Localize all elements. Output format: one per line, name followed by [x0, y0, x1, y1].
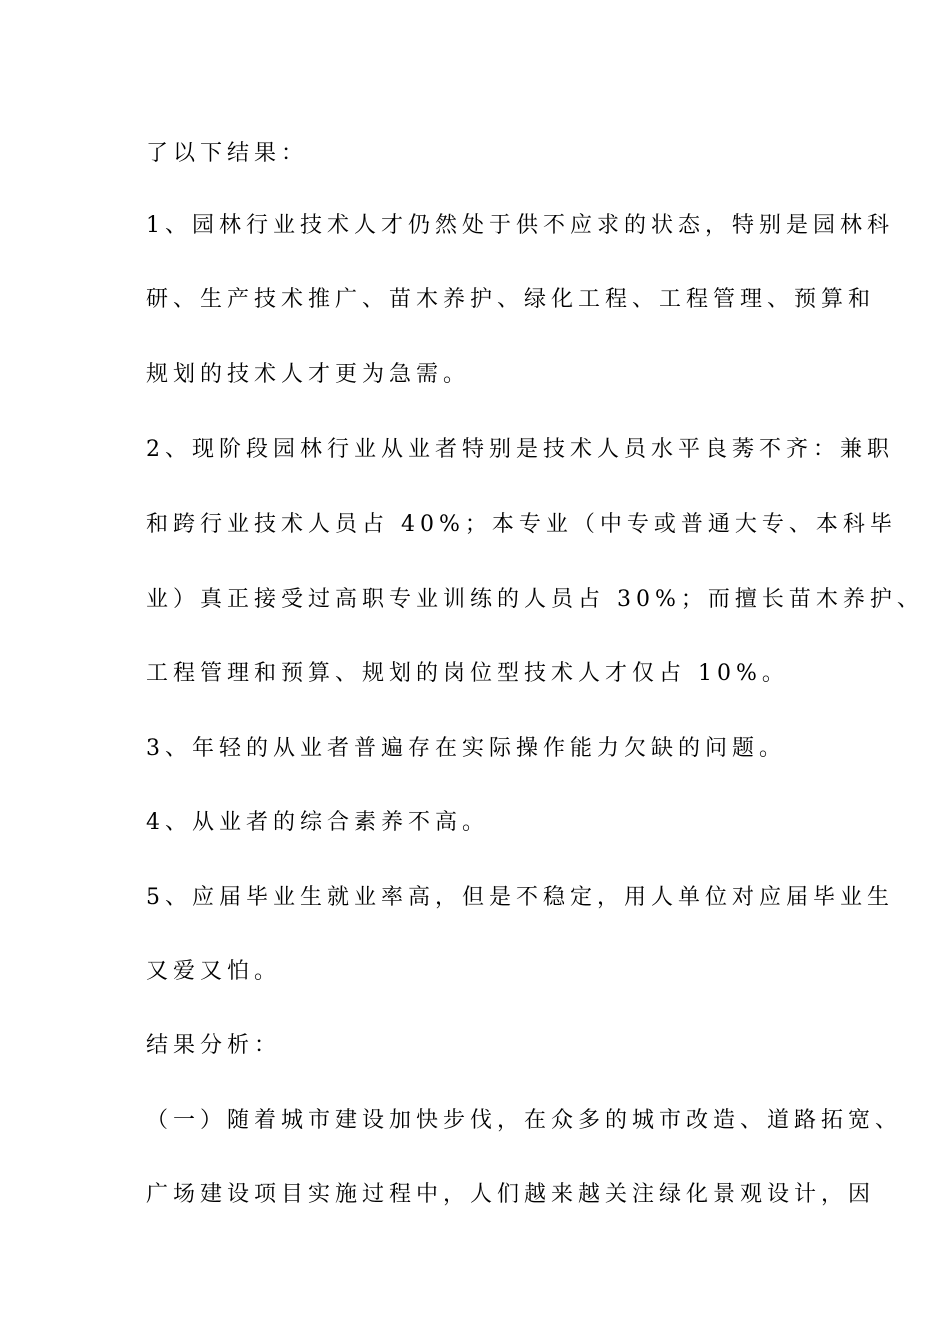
text-line-item1-part2: 研、生产技术推广、苗木养护、绿化工程、工程管理、预算和	[146, 287, 876, 312]
text-line-item3: 3、年轻的从业者普遍存在实际操作能力欠缺的问题。	[146, 736, 786, 761]
text-line-results-intro: 了以下结果：	[146, 141, 309, 166]
text-line-analysis1-part2: 广场建设项目实施过程中，人们越来越关注绿化景观设计，因	[146, 1182, 876, 1207]
text-line-item1-part3: 规划的技术人才更为急需。	[146, 362, 471, 387]
text-line-item2-part4: 工程管理和预算、规划的岗位型技术人才仅占 10%。	[146, 661, 789, 686]
text-line-item4: 4、从业者的综合素养不高。	[146, 810, 489, 835]
text-line-item2-part1: 2、现阶段园林行业从业者特别是技术人员水平良莠不齐：兼职	[146, 437, 894, 462]
text-line-analysis-heading: 结果分析：	[146, 1033, 282, 1058]
text-line-item2-part3: 业）真正接受过高职专业训练的人员占 30%；而擅长苗木养护、	[146, 587, 924, 612]
text-line-item5-part1: 5、应届毕业生就业率高，但是不稳定，用人单位对应届毕业生	[146, 885, 894, 910]
text-line-item5-part2: 又爱又怕。	[146, 959, 282, 984]
text-line-item1-part1: 1、园林行业技术人才仍然处于供不应求的状态，特别是园林科	[146, 213, 894, 238]
text-line-analysis1-part1: （一）随着城市建设加快步伐，在众多的城市改造、道路拓宽、	[146, 1108, 903, 1133]
text-line-item2-part2: 和跨行业技术人员占 40%；本专业（中专或普通大专、本科毕	[146, 512, 897, 537]
